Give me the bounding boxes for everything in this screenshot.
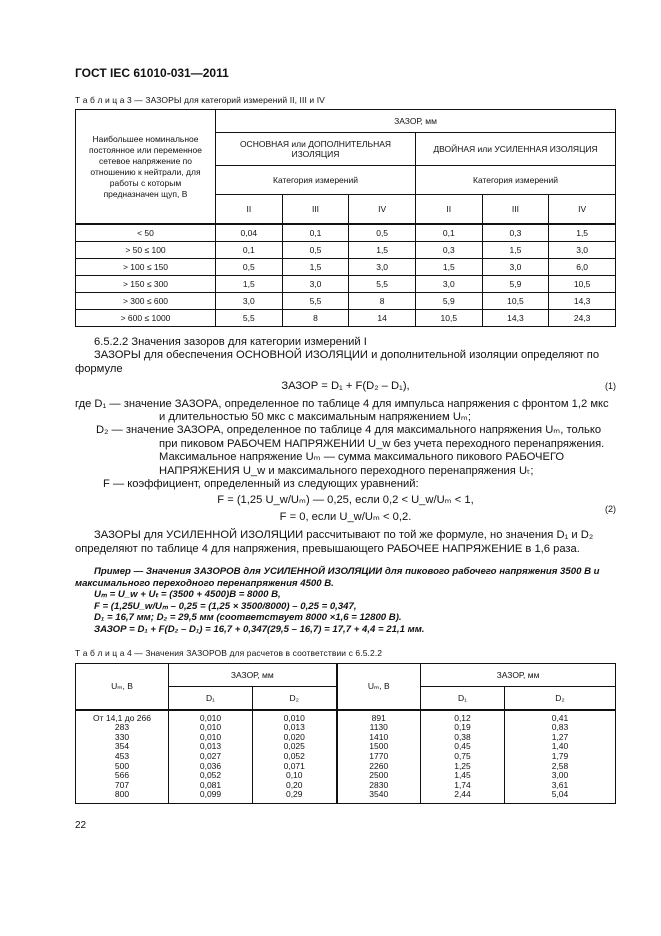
equation-number: (2) <box>605 503 616 514</box>
table-row <box>76 293 616 310</box>
equation-2-row <box>75 494 616 524</box>
table-cell: 0,29 <box>285 789 303 800</box>
clearance-cell: 0,3 <box>415 242 482 259</box>
table-cell: 1410 <box>369 731 389 742</box>
clearance-cell: 5,5 <box>216 310 283 327</box>
definition-d1: где D₁ — значение ЗАЗОРА, определенное по таблице 4 для импульса напряжения с фронтом 1,2 мкс и длительностью 50 мкс с максимальным напряжением Uₘ; <box>75 397 609 424</box>
equation-2a: F = (1,25 U_w/Uₘ) — 0,25, если 0,2 < U_w/Uₘ < 1, <box>217 494 474 507</box>
clearance-cell: 5,9 <box>482 276 549 293</box>
table-cell: 0,45 <box>454 741 471 752</box>
example-line: ЗАЗОР = D₁ + F(D₂ – D₁) = 16,7 + 0,347(29,5 – 16,7) = 17,7 + 4,4 = 21,1 мм. <box>94 624 425 636</box>
table-cell: 0,027 <box>199 751 222 762</box>
voltage-cell: > 600 ≤ 1000 <box>76 310 216 327</box>
table-cell: 0,025 <box>283 741 305 752</box>
d1-header: D₁ <box>421 686 505 710</box>
category-cell: III <box>482 195 549 225</box>
clearance-cell: 3,0 <box>549 242 616 259</box>
clearance-cell: 5,5 <box>349 276 416 293</box>
equation-number: (1) <box>605 381 616 392</box>
table-cell: 2830 <box>369 779 389 790</box>
table-cell: 1,45 <box>454 770 471 781</box>
table-cell: 1,79 <box>551 751 569 762</box>
clearance-cell: 1,5 <box>282 259 349 276</box>
paragraph: ЗАЗОРЫ для обеспечения ОСНОВНОЙ ИЗОЛЯЦИИ и дополнительной изоляции определяют по формуле <box>75 349 600 375</box>
reinforced-insulation-header: ДВОЙНАЯ или УСИЛЕННАЯ ИЗОЛЯЦИЯ <box>415 133 615 166</box>
example-line: D₁ = 16,7 мм; D₂ = 29,5 мм (соответствует 8000 ×1,6 = 12800 В). <box>94 612 402 624</box>
left-d1-column <box>169 710 253 804</box>
table-cell: 0,19 <box>454 722 471 733</box>
clearance-cell: 3,0 <box>349 259 416 276</box>
table3 <box>75 109 616 327</box>
table-row <box>76 242 616 259</box>
clearance-cell: 10,5 <box>549 276 616 293</box>
table-cell: 0,099 <box>199 789 222 800</box>
clearance-cell: 1,5 <box>482 242 549 259</box>
table-cell: 330 <box>114 731 130 742</box>
equation-2b: F = 0, если U_w/Uₘ < 0,2. <box>279 510 412 523</box>
clearance-cell: 24,3 <box>549 310 616 327</box>
table4 <box>75 663 616 804</box>
left-um-column <box>76 710 169 804</box>
table-row <box>76 276 616 293</box>
category-cell: IV <box>349 195 416 225</box>
right-d1-column <box>421 710 505 804</box>
table-cell: 0,081 <box>199 779 222 790</box>
page-number: 22 <box>75 820 87 831</box>
table-cell: 0,010 <box>199 712 222 723</box>
table-cell: 1130 <box>369 722 388 733</box>
table-cell: 1,40 <box>551 741 569 752</box>
row-header: Наибольшее номинальное постоянное или переменное сетевое напряжение по отношению к нейтрали, для работы с которым предназначен щуп, В <box>76 110 216 225</box>
table-cell: 0,013 <box>199 741 222 752</box>
table-cell: От 14,1 до 266 <box>92 712 151 723</box>
table-cell: 0,052 <box>283 751 305 762</box>
voltage-cell: > 50 ≤ 100 <box>76 242 216 259</box>
table-row <box>76 224 616 242</box>
table-cell: 5,04 <box>551 789 569 800</box>
table-cell: 354 <box>114 741 130 752</box>
voltage-cell: > 300 ≤ 600 <box>76 293 216 310</box>
equation-1: ЗАЗОР = D₁ + F(D₂ – D₁), <box>281 380 410 393</box>
voltage-cell: < 50 <box>76 224 216 242</box>
table-cell: 1,25 <box>454 760 471 771</box>
table-cell: 707 <box>114 779 130 790</box>
right-um-column <box>337 710 421 804</box>
table-cell: 1,27 <box>551 731 569 742</box>
um-header: Uₘ, В <box>76 663 169 710</box>
clearance-cell: 0,5 <box>282 242 349 259</box>
table-cell: 3,61 <box>551 779 569 790</box>
table-cell: 0,20 <box>285 779 303 790</box>
table-cell: 0,010 <box>283 712 305 723</box>
clearance-cell: 0,5 <box>349 224 416 242</box>
table-cell: 1770 <box>369 751 389 762</box>
clearance-cell: 1,5 <box>349 242 416 259</box>
table-row <box>76 259 616 276</box>
category-cell: II <box>415 195 482 225</box>
table-cell: 0,38 <box>454 731 471 742</box>
d2-header: D₂ <box>505 686 616 710</box>
clearance-cell: 8 <box>282 310 349 327</box>
table-cell: 2500 <box>369 770 389 781</box>
clearance-cell: 14,3 <box>549 293 616 310</box>
category-header: Категория измерений <box>415 166 615 195</box>
table-cell: 0,013 <box>283 722 305 733</box>
clearance-cell: 5,9 <box>415 293 482 310</box>
definition-f: F — коэффициент, определенный из следующих уравнений: <box>103 478 419 491</box>
table-cell: 0,83 <box>551 722 569 733</box>
table-cell: 0,020 <box>283 731 305 742</box>
table-cell: 0,10 <box>285 770 303 781</box>
voltage-cell: > 150 ≤ 300 <box>76 276 216 293</box>
example-intro: Пример — Значения ЗАЗОРОВ для УСИЛЕННОЙ ИЗОЛЯЦИИ для пикового рабочего напряжения 3500 В и максимального переходного перенапряжения 4500 В. <box>75 566 600 589</box>
clearance-cell: 1,5 <box>549 224 616 242</box>
table-cell: 283 <box>114 722 130 733</box>
clearance-cell: 0,1 <box>216 242 283 259</box>
category-cell: IV <box>549 195 616 225</box>
document-header: ГОСТ IEC 61010-031—2011 <box>75 66 229 80</box>
table-cell: 0,036 <box>199 760 222 771</box>
table-cell: 2260 <box>369 760 389 771</box>
table-cell: 891 <box>371 712 386 723</box>
um-header: Uₘ, В <box>337 663 421 710</box>
table3-caption: Т а б л и ц а 3 — ЗАЗОРЫ для категорий измерений II, III и IV <box>75 95 325 105</box>
table-cell: 2,44 <box>454 789 471 800</box>
table-cell: 800 <box>114 789 130 800</box>
table-cell: 453 <box>114 751 130 762</box>
table-cell: 0,12 <box>454 712 471 723</box>
category-cell: III <box>282 195 349 225</box>
clearance-cell: 10,5 <box>415 310 482 327</box>
table-cell: 1,74 <box>454 779 471 790</box>
table-cell: 0,071 <box>283 760 305 771</box>
table-cell: 566 <box>114 770 130 781</box>
example-line: Uₘ = U_w + Uₜ = (3500 + 4500)В = 8000 В, <box>94 589 281 601</box>
table-cell: 2,58 <box>551 760 569 771</box>
right-d2-column <box>505 710 616 804</box>
clearance-cell: 0,5 <box>216 259 283 276</box>
table-cell: 500 <box>114 760 130 771</box>
group-header: ЗАЗОР, мм <box>216 110 616 133</box>
clearance-cell: 0,04 <box>216 224 283 242</box>
table-cell: 0,052 <box>199 770 222 781</box>
left-d2-column <box>253 710 337 804</box>
clearance-cell: 14 <box>349 310 416 327</box>
clearance-cell: 10,5 <box>482 293 549 310</box>
category-cell: II <box>216 195 283 225</box>
clearance-cell: 1,5 <box>216 276 283 293</box>
table4-caption: Т а б л и ц а 4 — Значения ЗАЗОРОВ для расчетов в соответствии с 6.5.2.2 <box>75 647 383 658</box>
table-cell: 1500 <box>369 741 389 752</box>
clearance-cell: 0,1 <box>415 224 482 242</box>
table-row <box>76 310 616 327</box>
table-cell: 3540 <box>369 789 389 800</box>
definition-d2: D₂ — значение ЗАЗОРА, определенное по таблице 4 для максимального напряжения Uₘ, только при пиковом РАБОЧЕМ НАПРЯЖЕНИИ U_w без учета переходного перенапряжения. Максимальное напряжение Uₘ — сумма максимального пикового РАБОЧЕГО НАПРЯЖЕНИЯ U_w и максимального переходного перенапряжения Uₜ; <box>96 424 605 477</box>
clearance-cell: 0,3 <box>482 224 549 242</box>
clearance-cell: 3,0 <box>216 293 283 310</box>
clearance-header: ЗАЗОР, мм <box>169 663 337 686</box>
clearance-cell: 5,5 <box>282 293 349 310</box>
clearance-cell: 3,0 <box>482 259 549 276</box>
d2-header: D₂ <box>253 686 337 710</box>
table-cell: 3,00 <box>551 770 569 781</box>
paragraph: ЗАЗОРЫ для УСИЛЕННОЙ ИЗОЛЯЦИИ рассчитывают по той же формуле, но значения D₁ и D₂ определяют по таблице 4 для напряжения, превышающего РАБОЧЕЕ НАПРЯЖЕНИЕ в 1,6 раза. <box>75 529 594 555</box>
section-heading: 6.5.2.2 Значения зазоров для категории измерений I <box>94 336 367 348</box>
clearance-cell: 8 <box>349 293 416 310</box>
category-header: Категория измерений <box>216 166 416 195</box>
clearance-cell: 14,3 <box>482 310 549 327</box>
clearance-cell: 3,0 <box>282 276 349 293</box>
clearance-cell: 6,0 <box>549 259 616 276</box>
voltage-cell: > 100 ≤ 150 <box>76 259 216 276</box>
clearance-header: ЗАЗОР, мм <box>421 663 616 686</box>
example-line: F = (1,25U_w/Uₘ – 0,25 = (1,25 × 3500/8000) – 0,25 = 0,347, <box>94 600 357 612</box>
clearance-cell: 3,0 <box>415 276 482 293</box>
clearance-cell: 1,5 <box>415 259 482 276</box>
table-cell: 0,010 <box>199 722 222 733</box>
table-cell: 0,75 <box>454 751 471 762</box>
clearance-cell: 0,1 <box>282 224 349 242</box>
basic-insulation-header: ОСНОВНАЯ или ДОПОЛНИТЕЛЬНАЯ ИЗОЛЯЦИЯ <box>216 133 416 166</box>
table-cell: 0,010 <box>199 731 222 742</box>
d1-header: D₁ <box>169 686 253 710</box>
equation-1-row <box>75 380 616 393</box>
table-cell: 0,41 <box>551 712 569 723</box>
